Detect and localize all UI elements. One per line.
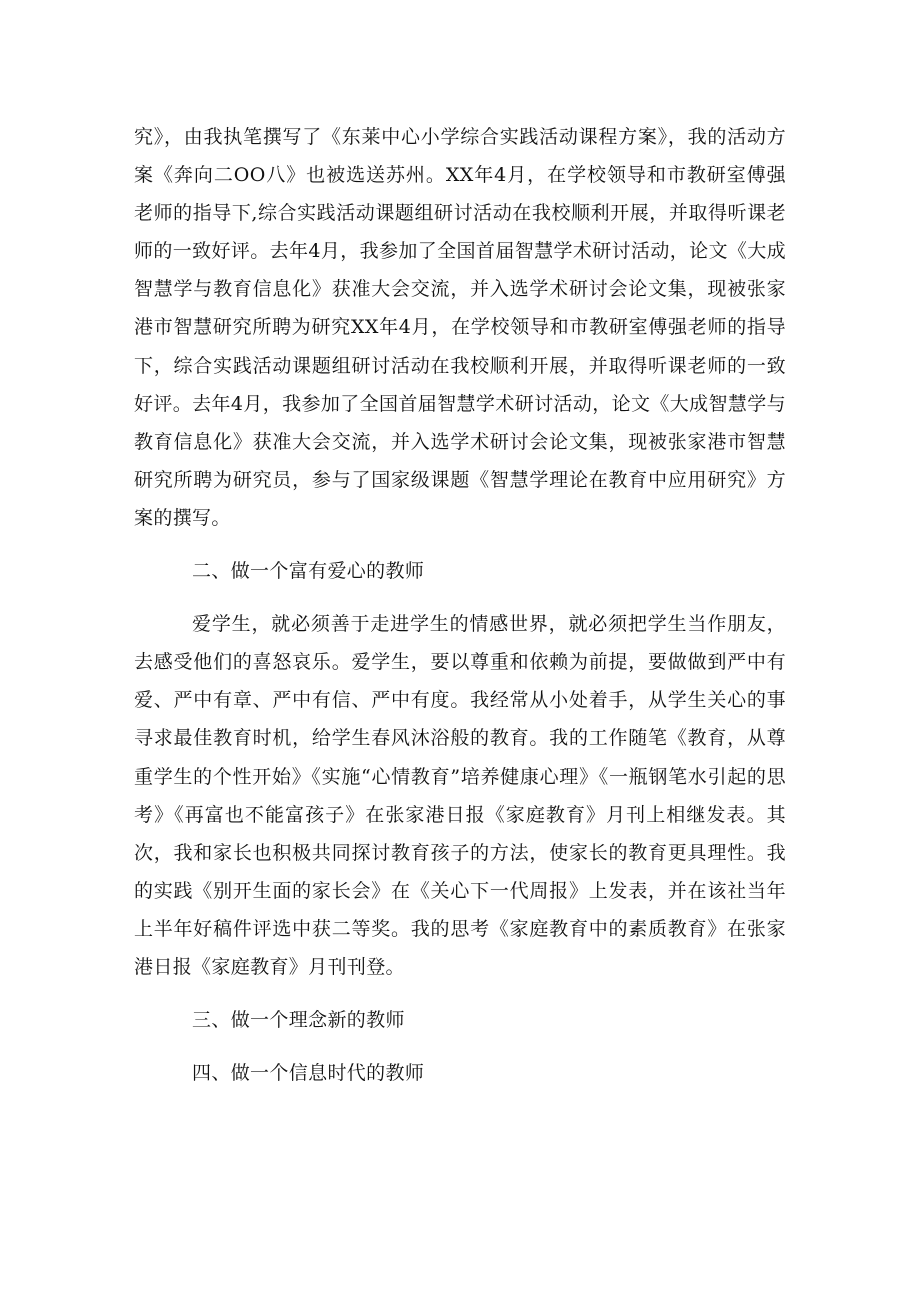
section-heading-caring-teacher: 二、做一个富有爱心的教师 <box>192 560 425 583</box>
paragraph-research-activities: 究》，由我执笔撰写了《东莱中心小学综合实践活动课程方案》，我的活动方案《奔向二OO八》也被选送苏州。XX年4月，在学校领导和市教研室傅强老师的指导下,综合实践活动课题组研讨活动在我校顺利开展，并取得听课老师的一致好评。去年4月，我参加了全国首届智慧学术研讨活动，论文《大成智慧学与教育信息化》获准大会交流，并入选学术研讨会论文集，现被张家港市智慧研究所聘为研究XX年4月，在学校领导和市教研室傅强老师的指导下，综合实践活动课题组研讨活动在我校顺利开展，并取得听课老师的一致好评。去年4月，我参加了全国首届智慧学术研讨活动，论文《大成智慧学与教育信息化》获准大会交流，并入选学术研讨会论文集，现被张家港市智慧研究所聘为研究员，参与了国家级课题《智慧学理论在教育中应用研究》方案的撰写。 <box>134 126 786 529</box>
document-body <box>134 118 786 1092</box>
section-heading-information-age-teacher: 四、做一个信息时代的教师 <box>192 1062 425 1085</box>
section-heading-new-ideas-teacher: 三、做一个理念新的教师 <box>192 1009 405 1032</box>
paragraph-caring-teacher: 爱学生，就必须善于走进学生的情感世界，就必须把学生当作朋友，去感受他们的喜怒哀乐。爱学生，要以尊重和依赖为前提，要做做到严中有爱、严中有章、严中有信、严中有度。我经常从小处着手，从学生关心的事寻求最佳教育时机，给学生春风沐浴般的教育。我的工作随笔《教育，从尊重学生的个性开始》《实施“心情教育”培养健康心理》《一瓶钢笔水引起的思考》《再富也不能富孩子》在张家港日报《家庭教育》月刊上相继发表。其次，我和家长也积极共同探讨教育孩子的方法，使家长的教育更具理性。我的实践《别开生面的家长会》在《关心下一代周报》上发表，并在该社当年上半年好稿件评选中获二等奖。我的思考《家庭教育中的素质教育》在张家港日报《家庭教育》月刊刊登。 <box>134 613 786 978</box>
